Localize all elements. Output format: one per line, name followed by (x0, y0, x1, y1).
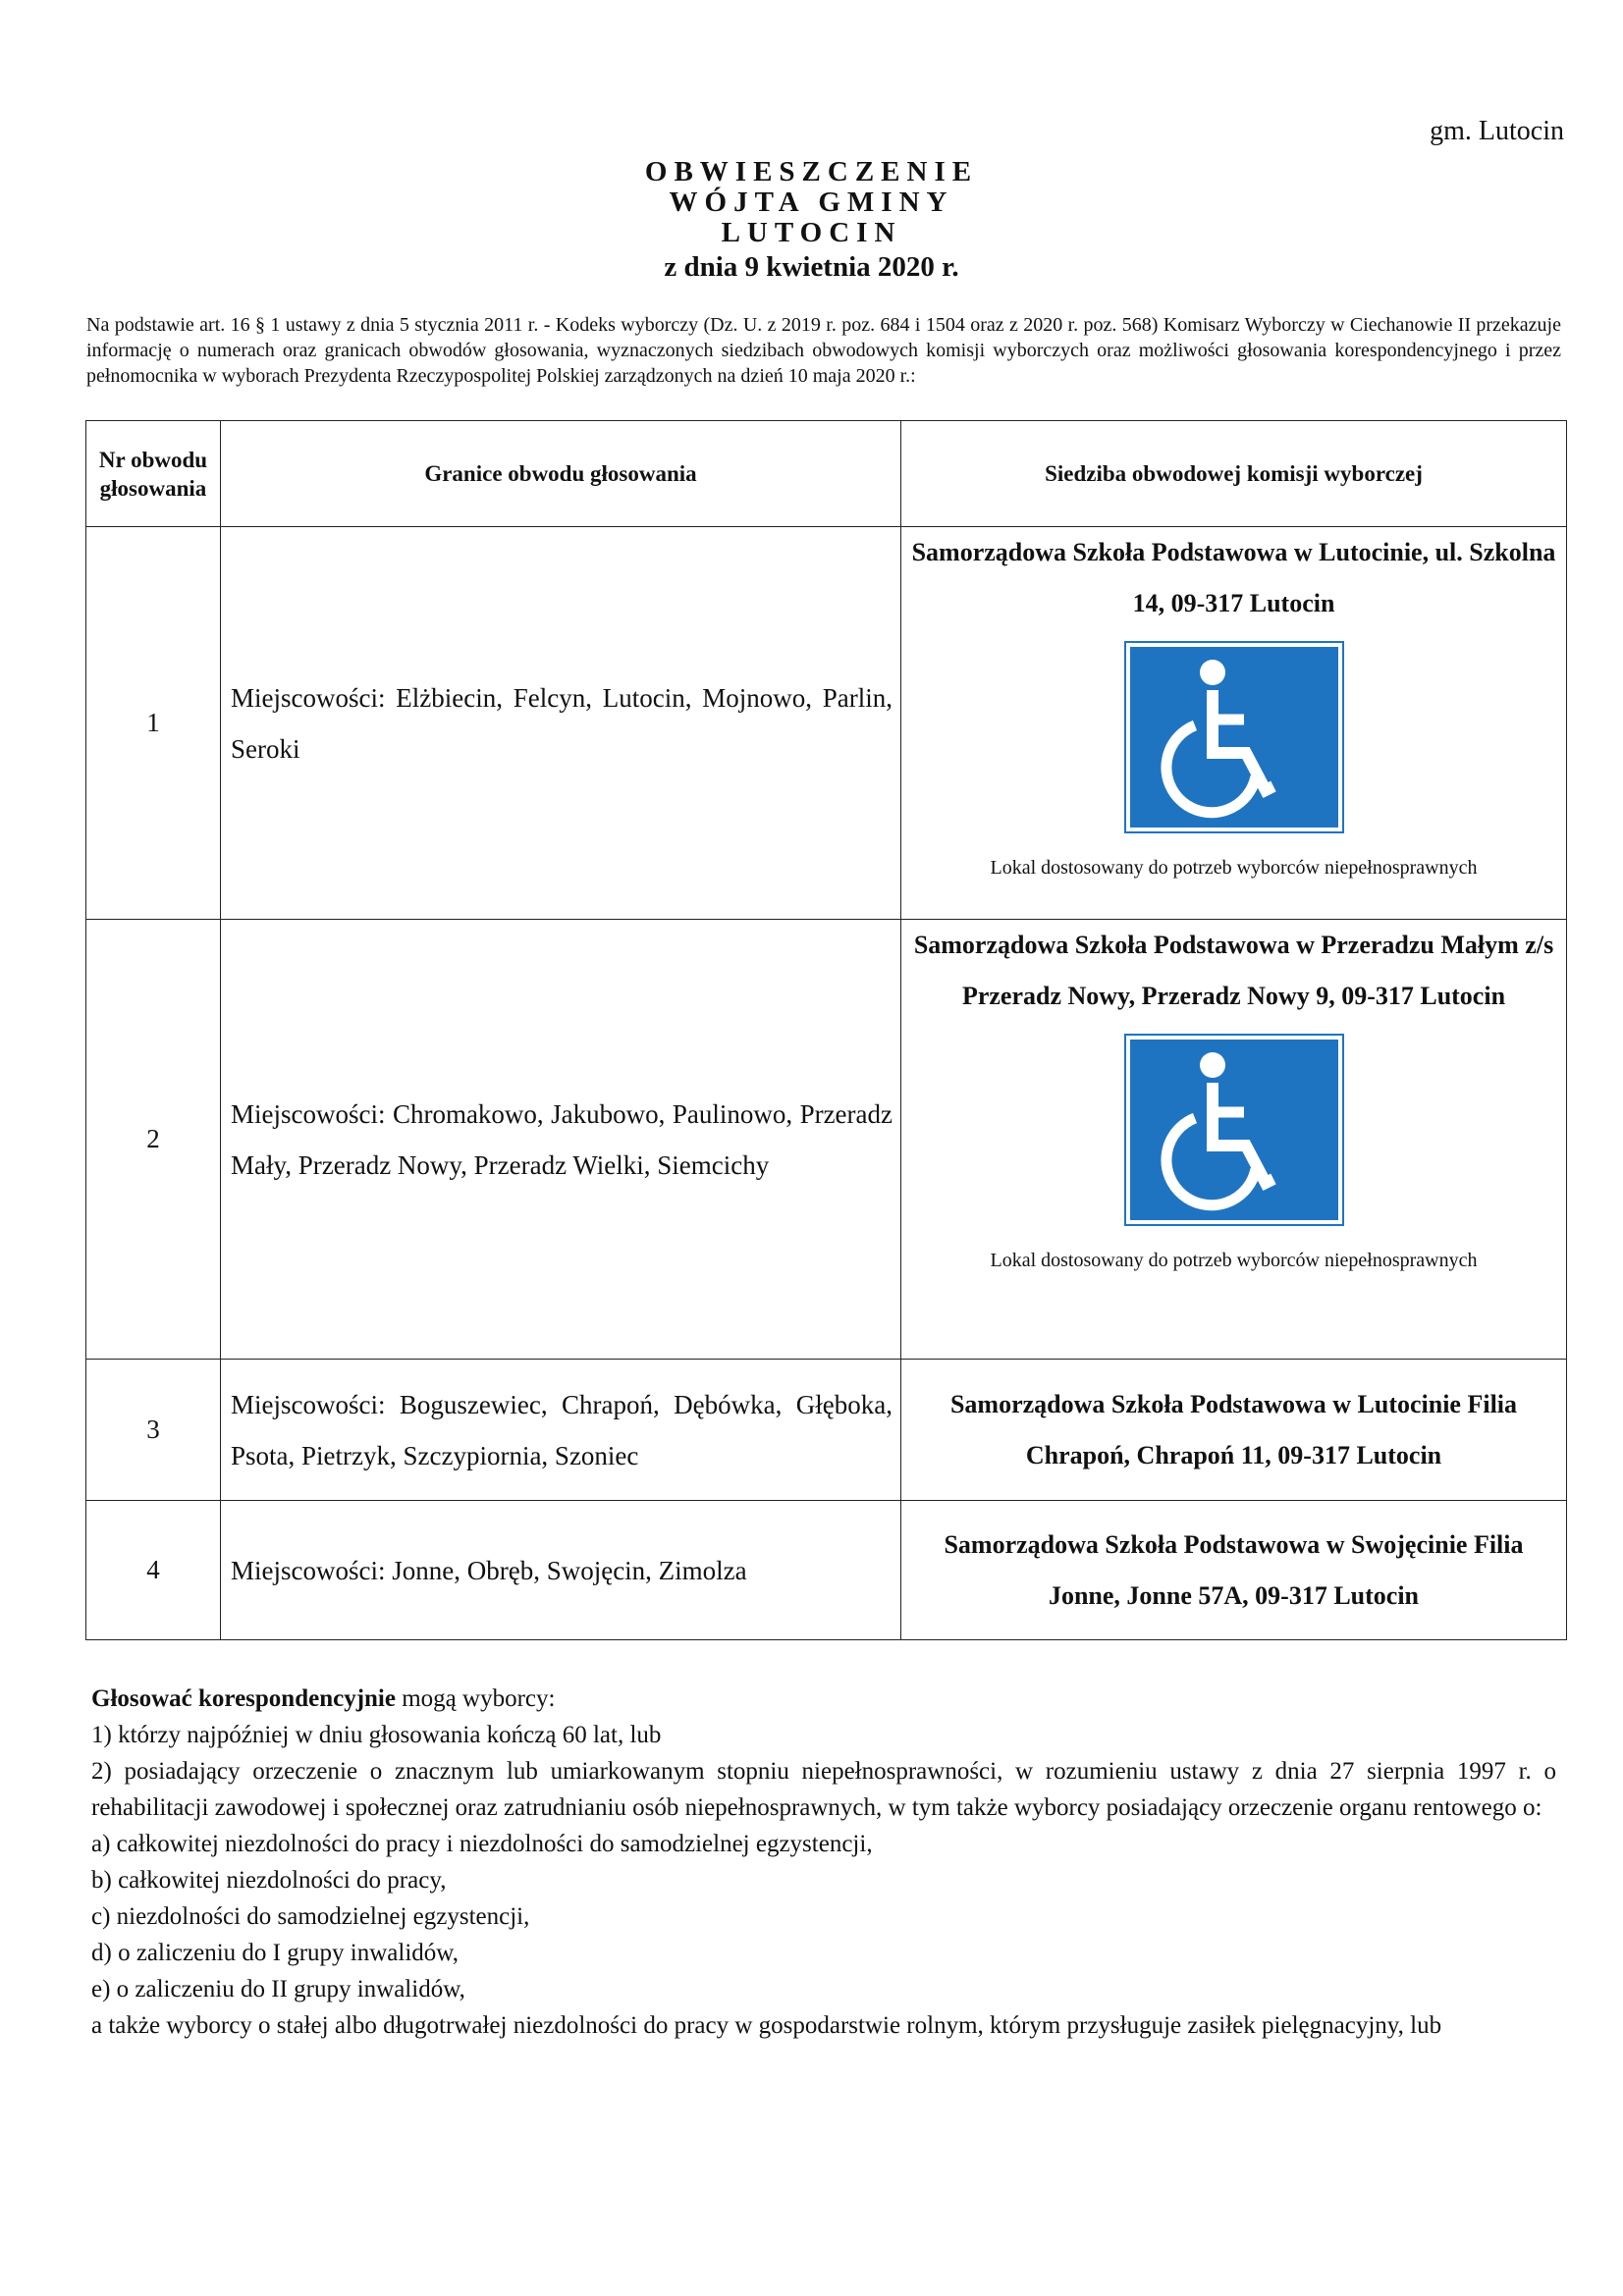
list-item: b) całkowitej niezdolności do pracy, (91, 1867, 447, 1894)
circuit-number: 4 (86, 1501, 221, 1640)
table-row (86, 1501, 1567, 1640)
table-row (86, 527, 1567, 920)
list-item: d) o zaliczeniu do I grupy inwalidów, (91, 1940, 459, 1966)
accessibility-note: Lokal dostosowany do potrzeb wyborców niepełnosprawnych (990, 857, 1478, 879)
circuit-bounds: Miejscowości: Boguszewiec, Chrapoń, Dębówka, Głęboka, Psota, Pietrzyk, Szczypiornia, Szoniec (221, 1360, 901, 1501)
title-line-2: WÓJTA GMINY (669, 187, 954, 218)
accessibility-note: Lokal dostosowany do potrzeb wyborców niepełnosprawnych (990, 1250, 1478, 1271)
gmina-label: gm. Lutocin (1430, 116, 1564, 146)
seat-name: Samorządowa Szkoła Podstawowa w Swojęcinie Filia Jonne, Jonne 57A, 09-317 Lutocin (944, 1529, 1524, 1610)
circuit-bounds: Miejscowości: Jonne, Obręb, Swojęcin, Zimolza (221, 1501, 901, 1640)
list-item: a) całkowitej niezdolności do pracy i niezdolności do samodzielnej egzystencji, (91, 1831, 873, 1857)
list-item: c) niezdolności do samodzielnej egzystencji, (91, 1903, 530, 1930)
table-row (86, 920, 1567, 1360)
seat-name: Samorządowa Szkoła Podstawowa w Lutocinie Filia Chrapoń, Chrapoń 11, 09-317 Lutocin (949, 1389, 1518, 1469)
postal-lead-rest: mogą wyborcy: (395, 1685, 556, 1712)
circuit-number: 2 (86, 920, 221, 1360)
circuit-bounds: Miejscowości: Chromakowo, Jakubowo, Paulinowo, Przeradz Mały, Przeradz Nowy, Przeradz Wielki, Siemcichy (221, 920, 901, 1360)
title-line-1: OBWIESZCZENIE (644, 156, 979, 187)
postal-lead-bold: Głosować korespondencyjnie (91, 1685, 396, 1712)
circuit-seat (901, 527, 1567, 920)
header-number: Nr obwodu głosowania (86, 421, 221, 527)
table-header-row (86, 421, 1567, 527)
seat-name: Samorządowa Szkoła Podstawowa w Przeradzu Małym z/s Przeradz Nowy, Przeradz Nowy 9, 09-317 Lutocin (913, 931, 1554, 1010)
intro-paragraph: Na podstawie art. 16 § 1 ustawy z dnia 5 stycznia 2011 r. - Kodeks wyborczy (Dz. U. z 2019 r. poz. 684 i 1504 oraz z 2020 r. poz. 568) Komisarz Wyborczy w Ciechanowie II przekazuje informację o numerach oraz granicach obwodów głosowania, wyznaczonych siedzibach obwodowych komisji wyborczych oraz możliwości głosowania korespondencyjnego i przez pełnomocnika w wyborach Prezydenta Rzeczypospolitej Polskiej zarządzonych na dzień 10 maja 2020 r.: (86, 314, 1561, 387)
list-item: 1) którzy najpóźniej w dniu głosowania kończą 60 lat, lub (91, 1722, 662, 1748)
notice-heading (0, 157, 1623, 286)
wheelchair-icon-graphic (1130, 1040, 1338, 1220)
circuit-seat (901, 920, 1567, 1360)
postal-voting-section (91, 1681, 1556, 2044)
seat-name: Samorządowa Szkoła Podstawowa w Lutocinie, ul. Szkolna 14, 09-317 Lutocin (911, 538, 1556, 617)
list-item: 2) posiadający orzeczenie o znacznym lub umiarkowanym stopniu niepełnosprawności, w rozumieniu ustawy z dnia 27 sierpnia 1997 r. o rehabilitacji zawodowej i społecznej oraz zatrudnianiu osób niepełnosprawnych, w tym także wyborcy posiadający orzeczenie organu rentowego o: (91, 1758, 1556, 1821)
wheelchair-icon (1126, 643, 1342, 831)
circuit-bounds: Miejscowości: Elżbiecin, Felcyn, Lutocin, Mojnowo, Parlin, Seroki (221, 527, 901, 920)
title-line-3: LUTOCIN (721, 217, 902, 248)
header-bounds: Granice obwodu głosowania (221, 421, 901, 527)
circuit-number: 1 (86, 527, 221, 920)
circuit-number: 3 (86, 1360, 221, 1501)
table-row (86, 1360, 1567, 1501)
voting-circuits-table (85, 420, 1567, 1640)
wheelchair-icon-graphic (1130, 647, 1338, 828)
header-seat: Siedziba obwodowej komisji wyborczej (901, 421, 1567, 527)
circuit-seat (901, 1501, 1567, 1640)
list-item: a także wyborcy o stałej albo długotrwałej niezdolności do pracy w gospodarstwie rolnym, którym przysługuje zasiłek pielęgnacyjny, lub (91, 2012, 1442, 2039)
date-line: z dnia 9 kwietnia 2020 r. (664, 251, 959, 283)
list-item: e) o zaliczeniu do II grupy inwalidów, (91, 1976, 465, 2002)
wheelchair-icon (1126, 1036, 1342, 1224)
postal-lead (91, 1681, 1556, 1717)
circuit-seat (901, 1360, 1567, 1501)
